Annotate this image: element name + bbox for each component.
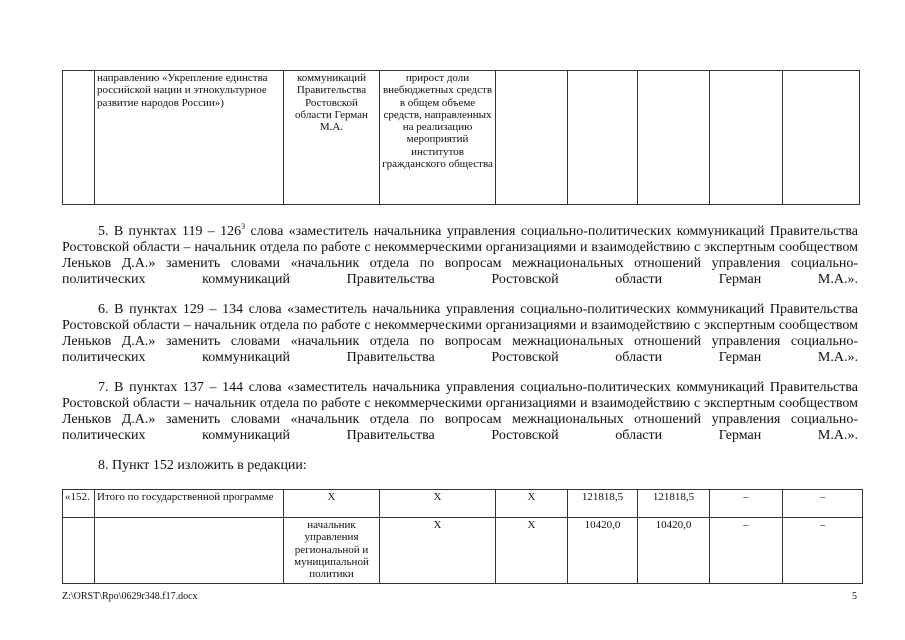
row-responsible: Х — [284, 490, 380, 518]
table-row — [63, 490, 863, 518]
row-cell: 10420,0 — [638, 518, 710, 584]
footer-page-number: 5 — [852, 591, 857, 602]
row-cell: 121818,5 — [638, 490, 710, 518]
top-table-empty-cell — [783, 71, 860, 205]
top-table-resp-cell: коммуникаций Правительства Ростовской области Герман М.А. — [284, 71, 380, 205]
paragraph-6: 6. В пунктах 129 – 134 слова «заместитель начальника управления социально-политических коммуникаций Правительства Ростовской области – начальник отдела по работе с некоммерческими организациями и взаимодействию с экспертным сообществом Леньков Д.А.» заменить словами «начальник отдела по вопросам межнациональных отношений управления социально-политических коммуникаций Правительства Ростовской области Герман М.А.». — [62, 302, 858, 365]
top-table-empty-cell — [568, 71, 638, 205]
paragraph-7: 7. В пунктах 137 – 144 слова «заместитель начальника управления социально-политических коммуникаций Правительства Ростовской области – начальник отдела по работе с некоммерческими организациями и взаимодействию с экспертным сообществом Леньков Д.А.» заменить словами «начальник отдела по вопросам межнациональных отношений управления социально-политических коммуникаций Правительства Ростовской области Герман М.А.». — [62, 380, 858, 443]
row-cell: Х — [380, 490, 496, 518]
row-cell: 121818,5 — [568, 490, 638, 518]
top-table-num-cell — [63, 71, 95, 205]
footer-file-path: Z:\ORST\Rpo\0629r348.f17.docx — [62, 591, 198, 602]
paragraph-number: 8. — [98, 458, 109, 473]
row-cell: – — [783, 518, 863, 584]
paragraph-number: 5. — [98, 224, 109, 239]
row-name — [95, 518, 284, 584]
row-number — [63, 518, 95, 584]
top-table-name-cell: направлению «Укрепление единства российской нации и этнокультурное развитие народов России») — [95, 71, 284, 205]
paragraph-number: 7. — [98, 380, 109, 395]
row-cell: Х — [380, 518, 496, 584]
row-responsible: начальник управления региональной и муниципальной политики — [284, 518, 380, 584]
paragraph-5: 5. В пунктах $119 - 126^3$ слова «заместитель начальника управления социально-политических коммуникаций Правительства Ростовской области – начальник отдела по работе с некоммерческими организациями и взаимодействию с экспертным сообществом Леньков Д.А.» заменить словами «начальник отдела по вопросам межнациональных отношений управления социально-политических коммуникаций Правительства Ростовской области Герман М.А.». — [62, 222, 858, 287]
table-row — [63, 518, 863, 584]
row-cell: Х — [496, 490, 568, 518]
row-number: «152. — [63, 490, 95, 518]
paragraph-number: 6. — [98, 302, 109, 317]
row-cell: – — [710, 518, 783, 584]
top-table-empty-cell — [710, 71, 783, 205]
paragraph-8: 8. Пункт 152 изложить в редакции: — [98, 458, 307, 473]
top-table — [62, 70, 860, 205]
row-name: Итого по государственной программе — [95, 490, 284, 518]
top-table-indicator-cell: прирост доли внебюджетных средств в общем объеме средств, направленных на реализацию мероприятий институтов гражданского общества — [380, 71, 496, 205]
top-table-empty-cell — [496, 71, 568, 205]
row-cell: – — [783, 490, 863, 518]
row-cell: 10420,0 — [568, 518, 638, 584]
top-table-empty-cell — [638, 71, 710, 205]
row-cell: – — [710, 490, 783, 518]
superscript: 3 — [241, 222, 246, 231]
row-cell: Х — [496, 518, 568, 584]
bottom-table — [62, 489, 863, 584]
